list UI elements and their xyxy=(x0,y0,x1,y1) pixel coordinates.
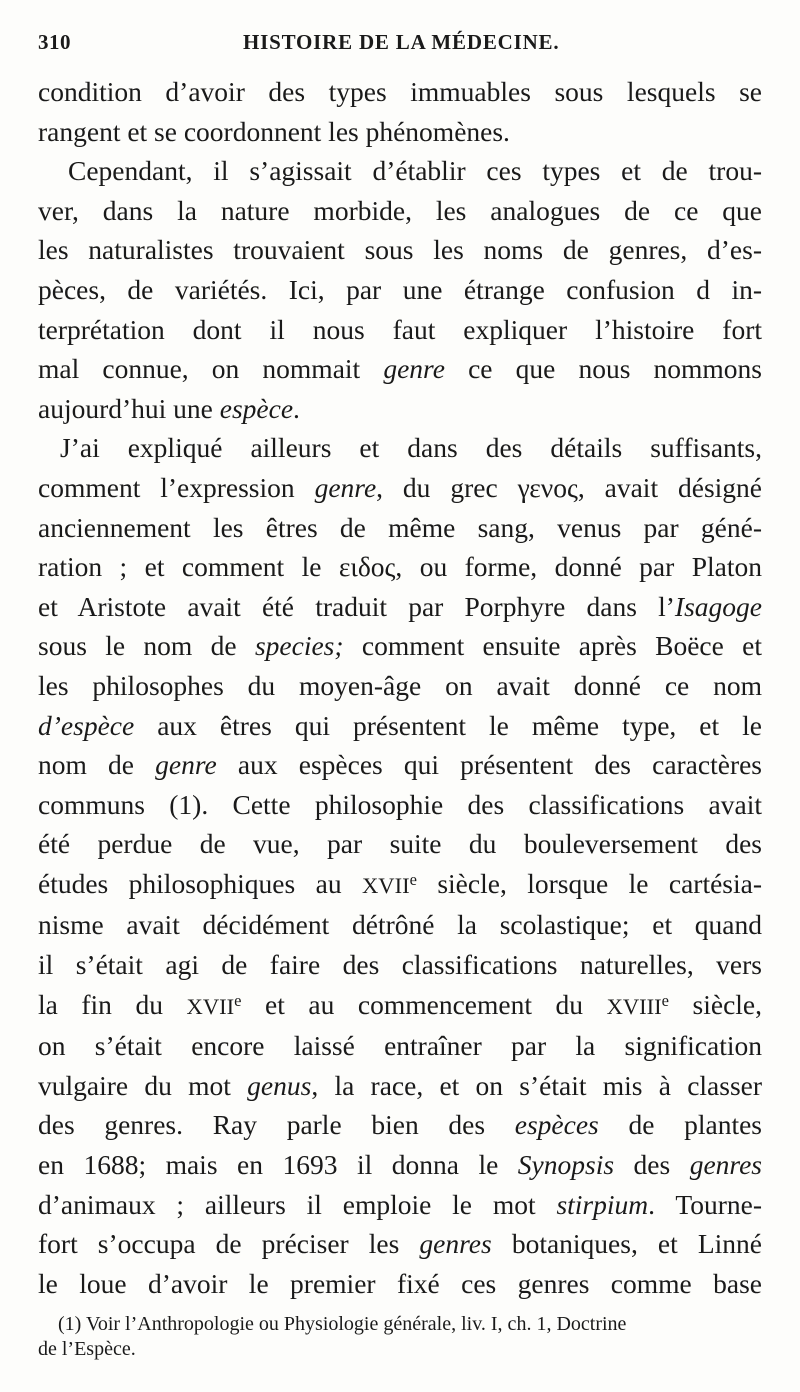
text-line: on s’était encore laissé entraîner par la signification xyxy=(38,1030,762,1062)
text-line: aujourd’hui une espèce. xyxy=(38,392,300,424)
text-line: été perdue de vue, par suite du bouleversement des xyxy=(38,828,762,860)
text-line: pèces, de variétés. Ici, par une étrange confusion d in- xyxy=(38,273,762,305)
running-head: HISTOIRE DE LA MÉDECINE. xyxy=(243,30,560,54)
text-line: les naturalistes trouvaient sous les noms de genres, d’es- xyxy=(38,234,762,266)
text-line: il s’était agi de faire des classifications naturelles, vers xyxy=(38,949,762,981)
page-number: 310 xyxy=(38,30,71,54)
text-line: ver, dans la nature morbide, les analogues de ce que xyxy=(38,194,762,226)
page-header xyxy=(38,30,762,70)
text-line: d’animaux ; ailleurs il emploie le mot stirpium. Tourne- xyxy=(38,1188,762,1220)
text-line: mal connue, on nommait genre ce que nous nommons xyxy=(38,353,763,385)
text-line: nom de genre aux espèces qui présentent des caractères xyxy=(38,749,763,781)
text-line: Cependant, il s’agissait d’établir ces types et de trou- xyxy=(68,155,762,187)
text-line: la fin du XVIIe et au commencement du XVIIIe siècle, xyxy=(38,988,763,1020)
text-line: le loue d’avoir le premier fixé ces genres comme base xyxy=(38,1267,762,1299)
text-line: condition d’avoir des types immuables sous lesquels se xyxy=(38,76,762,107)
text-line: rangent et se coordonnent les phénomènes. xyxy=(38,115,510,147)
text-line: les philosophes du moyen-âge on avait donné ce nom xyxy=(38,669,762,701)
text-line: anciennement les êtres de même sang, venus par géné- xyxy=(38,511,762,543)
text-line: vulgaire du mot genus, la race, et on s’était mis à classer xyxy=(38,1069,763,1101)
text-line: et Aristote avait été traduit par Porphyre dans l’Isagoge xyxy=(38,590,762,622)
footnote-text: (1) Voir l’Anthropologie ou Physiologie générale, liv. I, ch. 1, Doctrine de l’Espèce. xyxy=(38,1313,627,1360)
text-line: J’ai expliqué ailleurs et dans des détails suffisants, xyxy=(60,432,762,464)
text-line: terprétation dont il nous faut expliquer l’histoire fort xyxy=(38,313,762,345)
footnote xyxy=(38,1312,762,1362)
text-line: communs (1). Cette philosophie des classifications avait xyxy=(38,788,762,820)
body-text xyxy=(38,72,762,1303)
text-line: études philosophiques au XVIIe siècle, lorsque le cartésia- xyxy=(38,867,762,899)
text-line: fort s’occupa de préciser les genres botaniques, et Linné xyxy=(38,1228,763,1260)
text-line: ration ; et comment le ειδος, ou forme, donné par Platon xyxy=(38,551,762,583)
text-line: des genres. Ray parle bien des espèces de plantes xyxy=(38,1109,763,1141)
text-line: en 1688; mais en 1693 il donna le Synopsis des genres xyxy=(38,1149,763,1181)
text-line: d’espèce aux êtres qui présentent le même type, et le xyxy=(38,709,763,741)
text-line: sous le nom de species; comment ensuite après Boëce et xyxy=(38,630,763,662)
text-line: nisme avait décidément détrôné la scolastique; et quand xyxy=(38,909,762,941)
text-line: comment l’expression genre, du grec γενος, avait désigné xyxy=(38,471,762,503)
